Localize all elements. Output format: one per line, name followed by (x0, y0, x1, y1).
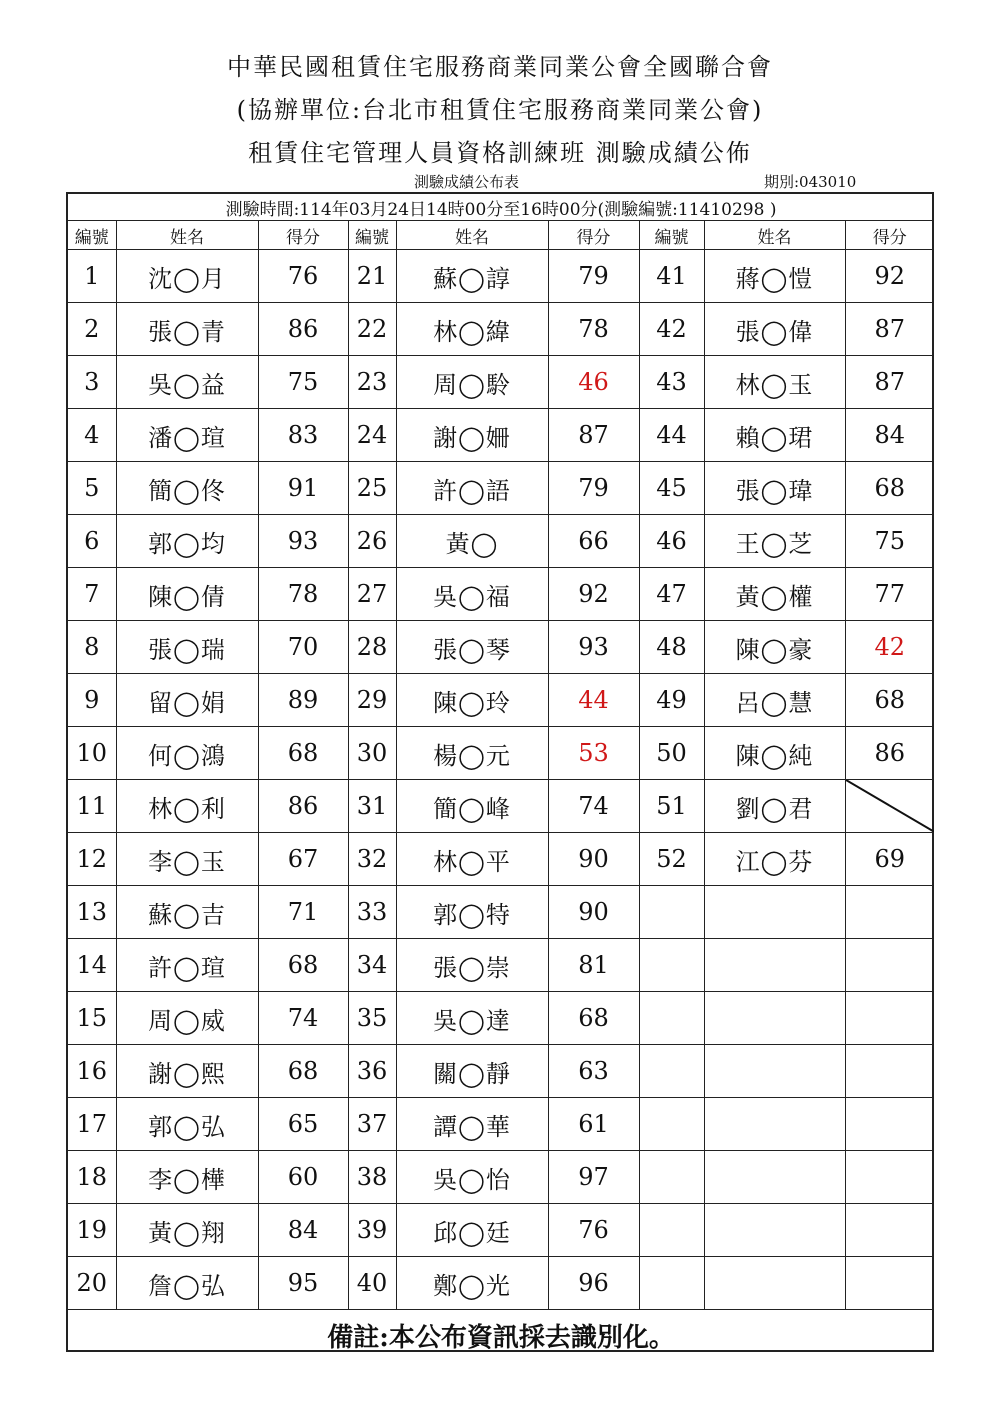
record-score: 76 (548, 1204, 639, 1257)
record-name: 楊◯元 (396, 727, 548, 780)
record-name: 劉◯君 (704, 780, 845, 833)
record-no: 36 (348, 1045, 396, 1098)
course-title: 租賃住宅管理人員資格訓練班 測驗成績公佈 (248, 139, 752, 167)
record-no (639, 1204, 704, 1257)
record-score: 90 (548, 833, 639, 886)
record-no: 8 (68, 621, 116, 674)
record-score: 68 (258, 1045, 348, 1098)
record-name: 呂◯慧 (704, 674, 845, 727)
record-name: 周◯威 (116, 992, 258, 1045)
record-name: 詹◯弘 (116, 1257, 258, 1310)
record-no (639, 886, 704, 939)
record-name: 林◯利 (116, 780, 258, 833)
record-score: 79 (548, 250, 639, 303)
table-row (68, 303, 934, 356)
record-no: 39 (348, 1204, 396, 1257)
record-score: 92 (548, 568, 639, 621)
record-no: 10 (68, 727, 116, 780)
record-name (704, 1204, 845, 1257)
record-no (639, 1098, 704, 1151)
record-no: 16 (68, 1045, 116, 1098)
record-name: 留◯娟 (116, 674, 258, 727)
record-no: 29 (348, 674, 396, 727)
record-score: 93 (258, 515, 348, 568)
record-name: 蘇◯諄 (396, 250, 548, 303)
record-score (845, 1151, 934, 1204)
table-row (68, 250, 934, 303)
table-row (68, 1257, 934, 1310)
record-name: 李◯樺 (116, 1151, 258, 1204)
record-score: 68 (548, 992, 639, 1045)
record-name: 李◯玉 (116, 833, 258, 886)
record-score: 96 (548, 1257, 639, 1310)
record-score: 67 (258, 833, 348, 886)
record-name: 黃◯ (396, 515, 548, 568)
record-name: 林◯緯 (396, 303, 548, 356)
record-score: 84 (258, 1204, 348, 1257)
record-no: 25 (348, 462, 396, 515)
table-row (68, 515, 934, 568)
remark-note: 備註:本公布資訊採去識別化。 (68, 1310, 934, 1361)
record-name: 林◯玉 (704, 356, 845, 409)
record-score: 79 (548, 462, 639, 515)
record-name: 張◯瑋 (704, 462, 845, 515)
record-name: 吳◯達 (396, 992, 548, 1045)
record-no: 45 (639, 462, 704, 515)
co-organizer: (協辦單位:台北市租賃住宅服務商業同業公會) (236, 96, 764, 124)
record-no: 26 (348, 515, 396, 568)
record-name: 張◯偉 (704, 303, 845, 356)
record-name: 謝◯姍 (396, 409, 548, 462)
record-no: 22 (348, 303, 396, 356)
diagonal-slash-icon (846, 780, 935, 832)
record-name: 陳◯倩 (116, 568, 258, 621)
record-no: 3 (68, 356, 116, 409)
record-name (704, 992, 845, 1045)
record-score: 87 (845, 303, 934, 356)
record-score: 97 (548, 1151, 639, 1204)
record-no: 42 (639, 303, 704, 356)
record-name: 譚◯華 (396, 1098, 548, 1151)
record-no (639, 992, 704, 1045)
record-no (639, 1257, 704, 1310)
record-no: 1 (68, 250, 116, 303)
record-score: 65 (258, 1098, 348, 1151)
table-title: 測驗成績公布表 (414, 173, 520, 191)
record-name: 陳◯純 (704, 727, 845, 780)
table-row (68, 674, 934, 727)
record-name: 簡◯峰 (396, 780, 548, 833)
record-no: 44 (639, 409, 704, 462)
record-score (845, 992, 934, 1045)
record-no: 52 (639, 833, 704, 886)
record-no: 2 (68, 303, 116, 356)
record-no: 19 (68, 1204, 116, 1257)
record-name: 郭◯特 (396, 886, 548, 939)
record-score: 78 (548, 303, 639, 356)
record-no: 7 (68, 568, 116, 621)
record-score: 63 (548, 1045, 639, 1098)
record-no: 38 (348, 1151, 396, 1204)
record-name: 吳◯福 (396, 568, 548, 621)
record-name (704, 939, 845, 992)
record-score: 70 (258, 621, 348, 674)
record-score (845, 1098, 934, 1151)
table-row (68, 1045, 934, 1098)
record-name: 黃◯翔 (116, 1204, 258, 1257)
record-score: 89 (258, 674, 348, 727)
record-score-absent (845, 780, 934, 833)
record-score: 68 (845, 462, 934, 515)
record-score: 90 (548, 886, 639, 939)
record-no: 14 (68, 939, 116, 992)
record-name: 黃◯權 (704, 568, 845, 621)
record-score: 86 (845, 727, 934, 780)
record-name: 張◯青 (116, 303, 258, 356)
table-row (68, 621, 934, 674)
record-score: 71 (258, 886, 348, 939)
record-name: 郭◯均 (116, 515, 258, 568)
exam-time-info: 測驗時間:114年03月24日14時00分至16時00分(測驗編號:11410298 ) (68, 194, 934, 221)
record-name: 林◯平 (396, 833, 548, 886)
record-name: 張◯瑞 (116, 621, 258, 674)
record-name: 鄭◯光 (396, 1257, 548, 1310)
record-score (845, 939, 934, 992)
record-name (704, 1098, 845, 1151)
record-no: 51 (639, 780, 704, 833)
record-name: 蔣◯愷 (704, 250, 845, 303)
record-no: 30 (348, 727, 396, 780)
record-name: 吳◯怡 (396, 1151, 548, 1204)
record-score: 81 (548, 939, 639, 992)
org-title: 中華民國租賃住宅服務商業同業公會全國聯合會 (227, 53, 773, 81)
record-name: 邱◯廷 (396, 1204, 548, 1257)
score-table-frame (66, 192, 934, 1352)
record-no: 32 (348, 833, 396, 886)
record-name: 陳◯玲 (396, 674, 548, 727)
col-score-header: 得分 (258, 221, 348, 250)
record-no: 23 (348, 356, 396, 409)
table-row (68, 727, 934, 780)
col-no-header: 編號 (639, 221, 704, 250)
record-no: 41 (639, 250, 704, 303)
record-no: 18 (68, 1151, 116, 1204)
record-no: 34 (348, 939, 396, 992)
record-score: 76 (258, 250, 348, 303)
record-score (845, 1045, 934, 1098)
record-no: 43 (639, 356, 704, 409)
record-name: 潘◯瑄 (116, 409, 258, 462)
record-score: 68 (845, 674, 934, 727)
record-score: 74 (258, 992, 348, 1045)
record-name: 簡◯佟 (116, 462, 258, 515)
record-no: 9 (68, 674, 116, 727)
record-no: 47 (639, 568, 704, 621)
record-name: 張◯崇 (396, 939, 548, 992)
record-name: 張◯琴 (396, 621, 548, 674)
record-name (704, 1045, 845, 1098)
record-name: 沈◯月 (116, 250, 258, 303)
record-score: 93 (548, 621, 639, 674)
record-no (639, 1151, 704, 1204)
record-score: 91 (258, 462, 348, 515)
table-row (68, 462, 934, 515)
record-name: 蘇◯吉 (116, 886, 258, 939)
record-score: 68 (258, 939, 348, 992)
record-score: 61 (548, 1098, 639, 1151)
record-no: 17 (68, 1098, 116, 1151)
record-score: 75 (258, 356, 348, 409)
record-no: 40 (348, 1257, 396, 1310)
record-score: 92 (845, 250, 934, 303)
record-score: 75 (845, 515, 934, 568)
record-no: 35 (348, 992, 396, 1045)
record-score: 86 (258, 303, 348, 356)
record-score (845, 886, 934, 939)
record-no: 11 (68, 780, 116, 833)
record-no: 48 (639, 621, 704, 674)
table-row (68, 939, 934, 992)
record-score: 68 (258, 727, 348, 780)
record-score: 69 (845, 833, 934, 886)
record-name: 謝◯熙 (116, 1045, 258, 1098)
record-no: 4 (68, 409, 116, 462)
period-label: 期別:043010 (764, 173, 857, 191)
table-row (68, 568, 934, 621)
record-name: 王◯芝 (704, 515, 845, 568)
table-row (68, 356, 934, 409)
record-score: 78 (258, 568, 348, 621)
record-name: 許◯瑄 (116, 939, 258, 992)
record-name: 何◯鴻 (116, 727, 258, 780)
record-no: 5 (68, 462, 116, 515)
col-score-header: 得分 (548, 221, 639, 250)
record-no: 27 (348, 568, 396, 621)
record-no (639, 939, 704, 992)
record-score: 86 (258, 780, 348, 833)
record-score: 66 (548, 515, 639, 568)
table-row (68, 409, 934, 462)
record-name (704, 1257, 845, 1310)
record-score: 74 (548, 780, 639, 833)
record-no: 21 (348, 250, 396, 303)
record-score (845, 1257, 934, 1310)
record-score: 87 (845, 356, 934, 409)
table-row (68, 833, 934, 886)
column-header-row (68, 221, 934, 250)
record-name: 周◯駖 (396, 356, 548, 409)
table-row (68, 1204, 934, 1257)
record-no: 24 (348, 409, 396, 462)
table-row (68, 780, 934, 833)
table-row (68, 992, 934, 1045)
col-score-header: 得分 (845, 221, 934, 250)
record-score: 42 (845, 621, 934, 674)
record-score: 84 (845, 409, 934, 462)
record-no: 50 (639, 727, 704, 780)
record-name: 江◯芬 (704, 833, 845, 886)
col-name-header: 姓名 (116, 221, 258, 250)
record-no: 20 (68, 1257, 116, 1310)
record-no: 15 (68, 992, 116, 1045)
record-score: 60 (258, 1151, 348, 1204)
record-score: 44 (548, 674, 639, 727)
score-table (68, 194, 934, 1360)
record-name (704, 1151, 845, 1204)
record-no: 33 (348, 886, 396, 939)
col-no-header: 編號 (68, 221, 116, 250)
table-row (68, 886, 934, 939)
table-row (68, 1151, 934, 1204)
col-no-header: 編號 (348, 221, 396, 250)
record-name: 郭◯弘 (116, 1098, 258, 1151)
record-no: 49 (639, 674, 704, 727)
record-name: 陳◯豪 (704, 621, 845, 674)
record-name: 關◯靜 (396, 1045, 548, 1098)
record-score: 77 (845, 568, 934, 621)
record-score: 87 (548, 409, 639, 462)
record-no (639, 1045, 704, 1098)
record-score: 95 (258, 1257, 348, 1310)
record-name: 吳◯益 (116, 356, 258, 409)
col-name-header: 姓名 (704, 221, 845, 250)
col-name-header: 姓名 (396, 221, 548, 250)
record-name (704, 886, 845, 939)
record-score: 53 (548, 727, 639, 780)
table-row (68, 1098, 934, 1151)
record-name: 許◯語 (396, 462, 548, 515)
record-name: 賴◯珺 (704, 409, 845, 462)
record-no: 6 (68, 515, 116, 568)
record-no: 13 (68, 886, 116, 939)
record-no: 37 (348, 1098, 396, 1151)
record-no: 28 (348, 621, 396, 674)
record-score (845, 1204, 934, 1257)
record-no: 46 (639, 515, 704, 568)
record-no: 12 (68, 833, 116, 886)
record-no: 31 (348, 780, 396, 833)
record-score: 83 (258, 409, 348, 462)
record-score: 46 (548, 356, 639, 409)
